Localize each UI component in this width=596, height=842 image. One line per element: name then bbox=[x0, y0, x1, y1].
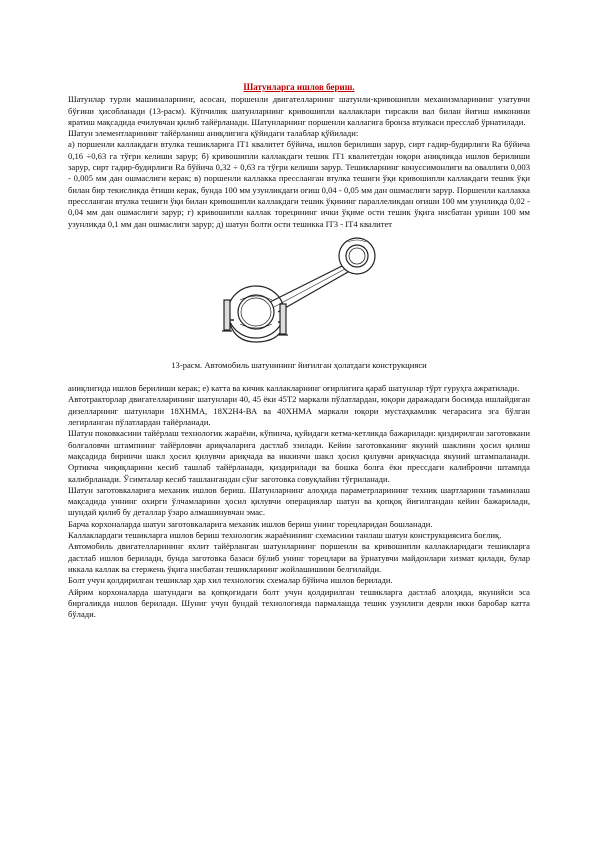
document-page bbox=[68, 82, 530, 620]
paragraph: а) поршенли каллакдаги втулка тешикларига IT1 квалитет бўйича, ишлов берилиши зарур, сирт гадир-будирлиги Ra бўйича 0,16 ÷0,63 га тўғри келиши зарур; б) кривошипли каллакдаги тешик IT1 квалитетдан юқори аниқликда ишлов берилиши зарур, сирт гадир-будирлиги Ra бўйича 0,32 ÷ 0,63 га тўғри келиши зарур. Тешикларнинг конуссимонлиги ва оваллиги 0,003 - 0,005 мм дан ошмаслиги керак; в) поршенли каллакка преccланган втулка тешиги ўқи кривошипли каллакдаги тешик ўқи билан бир текисликда ётиши керак, бунда 100 мм узунликдаги оғиш 0,04 - 0,05 мм дан ошмаслиги зарур. Поршенли каллакка преccланган втулка тешиги ўқи билан кривошипли каллакдаги тешик ўқининг параллеликдан оғиши 100 мм узунликда 0,02 - 0,04 мм дан ошмаслиги зарур; г) кривошипли каллак торецининг ички ўқиме ости тешик ўқига нисбатан уриши 100 мм узунликда 0,1 мм дан ошмаслиги зарур; д) шатун болти ости тешикка IT3 - IT4 квалитет bbox=[68, 139, 530, 229]
paragraph: Барча корхоналарда шатун заготовкаларига механик ишлов бериш унинг торецларидан бошланади. bbox=[68, 518, 433, 529]
figure bbox=[68, 234, 530, 354]
paragraph: Шатун поковкасини тайёрлаш технологик жараёни, кўпинча, қуйидаги кетма-кетликда бажарилади: қиздирилган заготовкани болғаловчи штампнинг тайёрловчи ариқчаларига дастлаб эзилади. Кейин заготовканинг якуний шаклини ҳосил қилиш мақсадида биринчи шакл ҳосил қилувчи ариқчада ва иккинчи шакл ҳосил қилувчи ариқчасида якуний штампаланади. Ортикча чиқиқларини кесиб ташлаб тайёрланади, қиздирилади ва бошка болға ёки прессдаги калибровчи штампда калибрланади. Ўсимталар кесиб ташлангандан сўнг заготовка совуқлайин тўғриланади. bbox=[68, 428, 530, 484]
paragraph: Каллаклардаги тешикларга ишлов бериш технологик жараёнининг схемасини танлаш шатун конструкциясига боғлиқ. bbox=[68, 530, 502, 541]
paragraph: Шатунлар турли машиналарнинг, асосан, поршенли двигателларнинг шатунли-кривошипли механизмларининг узатувчи бўғини ҳисобланади (13-расм). Кўпчилик шатунларнинг кривошипли каллаклари тирсакли вал билан йиғиш имконини яратиш мақсадида ечилувчан қилиб тайёрланади. Шатунларнинг поршенли каллагига бронза втулкаси преcслаб ўрнатилади. bbox=[68, 94, 530, 127]
paragraph: Шатун элементларининг тайёрланиш аниқлигига қўйидаги талаблар қўйилади: bbox=[68, 128, 359, 139]
section-title: Шатунларга ишлов бериш. bbox=[243, 82, 355, 92]
paragraph: аниқлигида ишлов берилиши керак; е) катта ва кичик каллакларнинг оғирлигига қараб шатунлар тўрт гуруҳга ажратилади. bbox=[68, 383, 520, 394]
paragraph: Автотракторлар двигателларининг шатунлари 40, 45 ёки 45Т2 маркали пўлатлардан, юқори даражадаги босимда ишлайдиган дизелларнинг шатунлари 18ХНМА, 18Х2Н4-ВА ва 40ХНМА маркали юқори мустаҳкамлик чегарасига эга бўлган легирланган пўлатлардан тайёрланади. bbox=[68, 394, 530, 428]
figure-caption: 13-расм. Автомобиль шатунининг йиғилган ҳолатдаги конструкцияси bbox=[171, 359, 427, 370]
connecting-rod-drawing-icon bbox=[214, 234, 384, 350]
paragraph: Айрим корхоналарда шатундаги ва қопқоғидаги болт учун қолдирилган тешикларга дастлаб алоҳида, якунийси эса биргаликда ишлов берилади. Шуниг учун бундай технологияда пармалашда тешик узунлиги деярли икки баробар катта бўлади. bbox=[68, 586, 530, 620]
paragraph: Шатун заготовкаларига механик ишлов бериш. Шатунларнинг алоҳида параметрларининг техник шартларини таъминлаш мақсадида уннинг охирги ўлчамларини ҳосил қилувчи операциялар шатун ва қопқоқ йиғилгандан кейин бажарилади, шундай қилиб бу деталлар ўзаро алмашинувчан эмас. bbox=[68, 484, 530, 518]
paragraph: Болт учун қолдирилган тешиклар ҳар хил технологик схемалар бўйича ишлов берилади. bbox=[68, 575, 393, 586]
paragraph: Автомобиль двигателларининг яхлит тайёрланган шатунларнинг поршенли ва кривошипли каллакларидаги тешикларга дастлаб ишлов берилади, бунда заготовка базаси бўлиб унинг торецлари ва ўрнатувчи майдонлари хизмат қилади, булар иккала каллак ва стержень ўқига нисбатан тешикларнинг жойлашишини белгилайди. bbox=[68, 541, 530, 574]
